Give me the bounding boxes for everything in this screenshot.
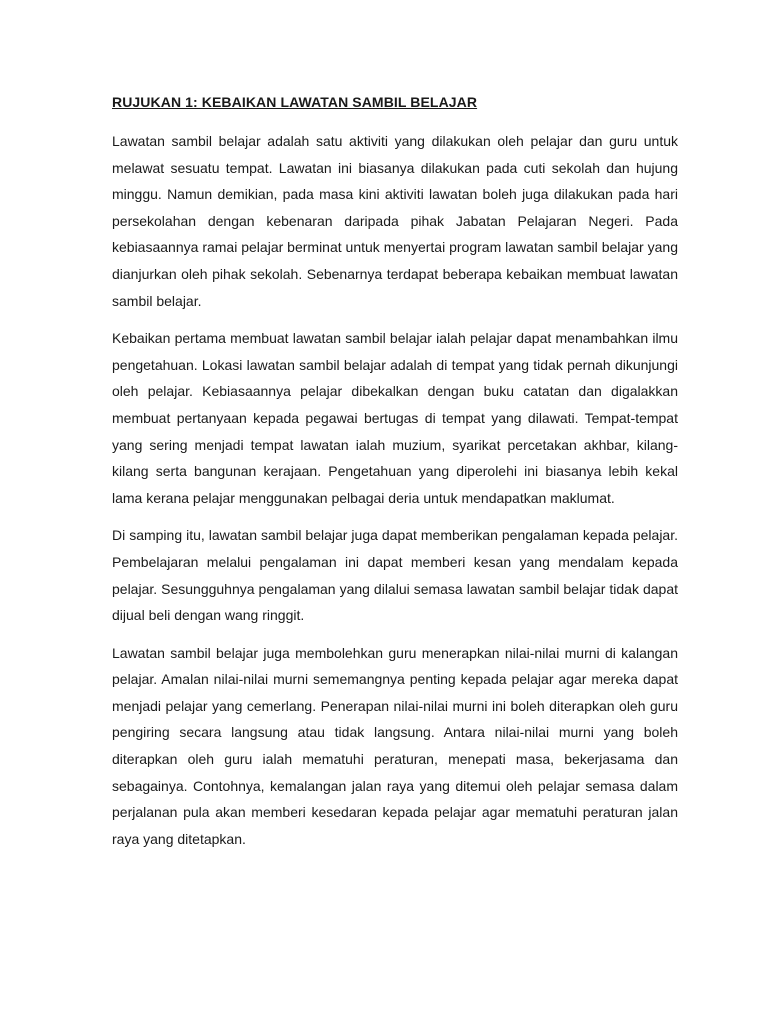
document-title: RUJUKAN 1: KEBAIKAN LAWATAN SAMBIL BELAJAR xyxy=(112,94,478,110)
paragraph-first-benefit: Kebaikan pertama membuat lawatan sambil belajar ialah pelajar dapat menambahkan ilmu pengetahuan. Lokasi lawatan sambil belajar adalah di tempat yang tidak pernah dikunjungi oleh pelajar. Kebiasaannya pelajar dibekalkan dengan buku catatan dan digalakkan membuat pertanyaan kepada pegawai bertugas di tempat yang dilawati. Tempat-tempat yang sering menjadi tempat lawatan ialah muzium, syarikat percetakan akhbar, kilang-kilang serta bangunan kerajaan. Pengetahuan yang diperolehi ini biasanya lebih kekal lama kerana pelajar menggunakan pelbagai deria untuk mendapatkan maklumat. xyxy=(112,330,678,506)
paragraph-introduction: Lawatan sambil belajar adalah satu aktiviti yang dilakukan oleh pelajar dan guru untuk melawat sesuatu tempat. Lawatan ini biasanya dilakukan pada cuti sekolah dan hujung minggu. Namun demikian, pada masa kini aktiviti lawatan boleh juga dilakukan pada hari persekolahan dengan kebenaran daripada pihak Jabatan Pelajaran Negeri. Pada kebiasaannya ramai pelajar berminat untuk menyertai program lawatan sambil belajar yang dianjurkan oleh pihak sekolah. Sebenarnya terdapat beberapa kebaikan membuat lawatan sambil belajar. xyxy=(112,133,678,309)
paragraph-second-benefit: Di samping itu, lawatan sambil belajar juga dapat memberikan pengalaman kepada pelajar. Pembelajaran melalui pengalaman ini dapat memberi kesan yang mendalam kepada pelajar. Sesungguhnya pengalaman yang dilalui semasa lawatan sambil belajar tidak dapat dijual beli dengan wang ringgit. xyxy=(112,527,678,624)
paragraph-third-benefit: Lawatan sambil belajar juga membolehkan guru menerapkan nilai-nilai murni di kalangan pelajar. Amalan nilai-nilai murni sememangnya penting kepada pelajar agar mereka dapat menjadi pelajar yang cemerlang. Penerapan nilai-nilai murni ini boleh diterapkan oleh guru pengiring secara langsung atau tidak langsung. Antara nilai-nilai murni yang boleh diterapkan oleh guru ialah mematuhi peraturan, menepati masa, bekerjasama dan sebagainya. Contohnya, kemalangan jalan raya yang ditemui oleh pelajar semasa dalam perjalanan pula akan memberi kesedaran kepada pelajar agar mematuhi peraturan jalan raya yang ditetapkan. xyxy=(112,644,678,847)
document-page xyxy=(112,92,678,863)
